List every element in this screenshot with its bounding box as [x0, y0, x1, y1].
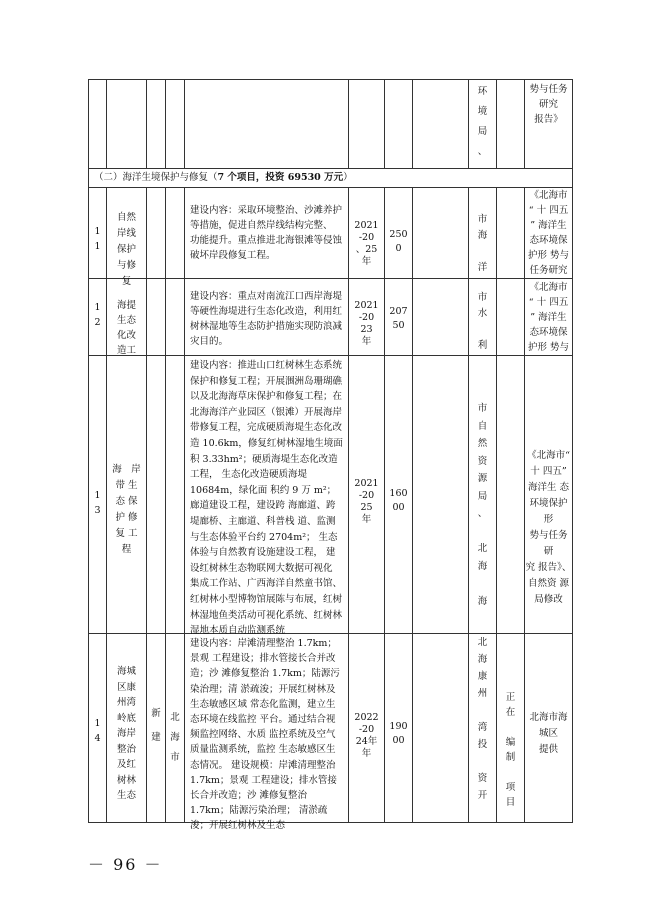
project-unit: 市 海 洋: [477, 214, 488, 273]
rule-bottom: [88, 822, 573, 823]
rule-v: [384, 79, 385, 168]
rule-row-14: [88, 633, 573, 634]
rule-v-left: [88, 79, 89, 822]
construction-type: 新 建: [151, 708, 161, 743]
project-investment: 250 0: [389, 229, 408, 254]
rule-section-bottom: [88, 187, 573, 188]
rule-v: [146, 79, 147, 168]
rule-v: [106, 79, 107, 168]
project-basis: 《北海市“ 十 四五” 海洋生 态 环境保护形 势与任务研 究 报告》、 自然资 源 局修改: [525, 450, 572, 605]
project-status: 正 在 编 制 项 目: [505, 692, 516, 808]
project-period: 2021 -20 25 年: [354, 478, 379, 525]
project-content: 建设内容：重点对南流江口西岸海堤 等硬性海堤进行生态化改造，利用红 树林湿地等生态防护措施实现防浪减 灾目的。: [190, 291, 343, 347]
rule-v: [412, 79, 413, 168]
project-investment: 207 50: [389, 306, 408, 331]
row-number: 1 3: [94, 490, 101, 516]
section-prefix: （二）海洋生境保护与修复（: [94, 172, 218, 183]
section-suffix: ）: [343, 172, 353, 183]
rule-row-12: [88, 278, 573, 279]
project-unit: 市 自 然 资 源 局 、 北 海 海: [477, 403, 488, 607]
project-name: 自然 岸线 保护 与修 复: [116, 212, 136, 287]
project-basis: 《北海市 “ 十 四五 ” 海洋生 态环境保 护形 势与: [527, 282, 570, 353]
project-period: 2022 -20 24年 年: [354, 712, 379, 759]
rule-v: [184, 187, 185, 822]
top-unit-cell: 环 境 局 、: [477, 86, 488, 157]
rule-v: [165, 79, 166, 168]
project-content: 建设内容：岸滩清理整治 1.7km；景观 工程建设；排水管接长合并改造；沙 滩修复整治 1.7km；陆源污染治理；清 淤疏浚；开展红树林及生态敏感区域 常态化监测，建立生态环境在线监控 平台。通过结合视频监控网络、水质 监控系统及空气质量监测系统，监控 生态敏感区生态情况。 建设规模：岸滩清理整治 1.7km；景观 工程建设；排水管接长合并改造；沙 滩修复整治 1.7km；陆源污染治理； 清淤疏浚；开展红树林及生态: [190, 638, 340, 832]
project-unit: 市 水 利: [477, 292, 488, 351]
rule-v: [348, 79, 349, 168]
project-content: 建设内容：推进山口红树林生态系统 保护和修复工程；开展涠洲岛珊瑚礁 以及北海海草床保护和修复工程；在 北海海洋产业园区（银滩）开展海岸 带修复工程，完成硬质海堤生态化改 造 10.6km，修复红树林湿地生境面积 3.33hm²；硬质海堤生态化改造工程， 生态化改造硬质海堤 10684m，绿化面 积约 9 万 m²；廊道建设工程，建设跨 海廊道、跨堤廊桥、主廊道、科普栈 道、监测与生态体验平台约 2704m²； 生态体验与自然教育设施建设工程， 建设红树林生态物联网大数据可视化 集成工作站、广西海洋自然童书馆、 红树林小型博物馆展陈与布展，红树林湿地鱼类活动可视化系统、红树林 湿地本质自动监测系统: [190, 360, 343, 637]
project-period: 2021 -20 23 年: [354, 300, 379, 347]
row-number: 1 1: [94, 226, 101, 252]
section-header: [94, 171, 564, 186]
project-basis: 《北海市 “ 十 四五 ” 海洋生 态环境保 护形 势与 任务研究: [527, 190, 570, 276]
project-investment: 190 00: [389, 721, 408, 746]
project-content: 建设内容：采取环境整治、沙滩养护 等措施，促进自然岸线结构完整、 功能提升。重点推进北海银滩等侵蚀 破坏岸段修复工程。: [190, 205, 343, 261]
rule-v: [412, 187, 413, 822]
top-basis-cell: 势与任务 研究 报告》: [529, 84, 568, 125]
project-name: 海 岸 带 生 态 保 护 修 复 工 程: [112, 464, 141, 555]
rule-section-top: [88, 168, 573, 169]
location: 北 海 市: [170, 712, 180, 763]
project-unit: 北 海 康 州 湾 投 资 开: [477, 637, 488, 801]
project-investment: 160 00: [389, 488, 408, 513]
row-number: 1 4: [94, 718, 101, 744]
project-basis: 北海市海 城区 提供: [529, 712, 568, 755]
row-number: 1 2: [94, 302, 101, 328]
rule-row-13: [88, 355, 573, 356]
rule-top: [88, 79, 573, 80]
project-name: 海提 生态 化改 造工: [116, 300, 136, 356]
rule-v-right: [572, 79, 573, 822]
page-number: － 96 －: [88, 855, 163, 874]
project-period: 2021 -20 、25 年: [354, 220, 379, 267]
project-name: 海城 区康 州湾 岭底 海岸 整治 及红 树林 生态: [116, 666, 136, 801]
rule-v: [496, 79, 497, 168]
section-summary: 7 个项目，投资 69530 万元: [217, 172, 344, 183]
rule-v: [184, 79, 185, 168]
